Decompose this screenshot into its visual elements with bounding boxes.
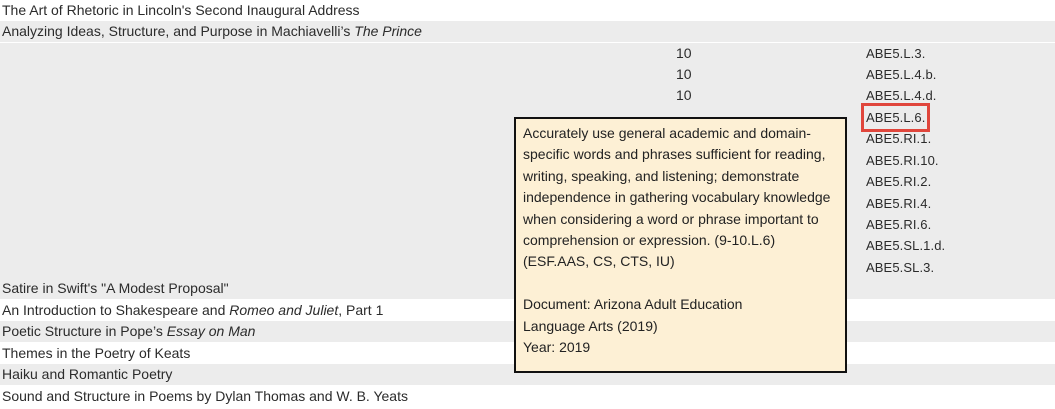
standard-code[interactable]: ABE5.RI.6. <box>866 217 932 232</box>
standard-code[interactable]: ABE5.RI.10. <box>866 153 939 168</box>
standard-code[interactable]: ABE5.RI.4. <box>866 196 932 211</box>
lesson-title[interactable] <box>2 386 408 407</box>
lesson-title-text: Analyzing Ideas, Structure, and Purpose in Machiavelli’s <box>2 23 355 39</box>
tooltip-document-line1: Document: Arizona Adult Education <box>523 296 743 313</box>
lesson-title-suffix: , Part 1 <box>338 302 384 318</box>
standard-code[interactable]: ABE5.SL.1.d. <box>866 238 946 253</box>
grade-value: 10 <box>676 45 692 61</box>
lesson-title-text: Haiku and Romantic Poetry <box>2 366 173 382</box>
standard-code-hovered[interactable]: ABE5.L.6. <box>865 107 926 128</box>
lesson-title-text: An Introduction to Shakespeare and <box>2 302 230 318</box>
lesson-title[interactable] <box>2 0 360 21</box>
lesson-title[interactable] <box>2 364 172 385</box>
standard-tooltip <box>514 117 847 373</box>
standard-code[interactable]: ABE5.L.3. <box>866 46 926 61</box>
standard-code[interactable]: ABE5.RI.1. <box>866 131 932 146</box>
lesson-title[interactable] <box>2 321 255 342</box>
standard-code[interactable]: ABE5.RI.2. <box>866 174 932 189</box>
lesson-title-italic: Essay on Man <box>166 323 256 339</box>
lesson-title[interactable] <box>2 300 383 321</box>
tooltip-year: Year: 2019 <box>523 339 591 356</box>
standard-code[interactable]: ABE5.L.4.d. <box>866 88 937 103</box>
lesson-title-text: The Art of Rhetoric in Lincoln's Second Inaugural Address <box>2 2 360 18</box>
standard-code[interactable]: ABE5.SL.3. <box>866 260 935 275</box>
standard-code[interactable]: ABE5.L.4.b. <box>866 67 937 82</box>
lesson-title-text: Sound and Structure in Poems by Dylan Thomas and W. B. Yeats <box>2 388 408 404</box>
grade-value: 10 <box>676 66 692 82</box>
lesson-title-text: Themes in the Poetry of Keats <box>2 345 191 361</box>
lesson-title-text: Satire in Swift's "A Modest Proposal" <box>2 280 229 296</box>
lesson-title-italic: Romeo and Juliet <box>229 302 339 318</box>
tooltip-spacer <box>523 273 837 294</box>
lesson-row-expanded[interactable] <box>0 21 1055 42</box>
lesson-row[interactable] <box>0 0 1055 21</box>
tooltip-document-line2: Language Arts (2019) <box>523 317 658 334</box>
lesson-title-italic: The Prince <box>354 23 422 39</box>
tooltip-description: Accurately use general academic and domain-specific words and phrases sufficient for reading, writing, speaking, and listening; demonstrate independence in gathering vocabulary knowledge when considering a word or phrase important to comprehension or expression. (9-10.L.6) (ESF.AAS, CS, CTS, IU) <box>523 125 831 270</box>
lesson-title-text: Poetic Structure in Pope’s <box>2 323 167 339</box>
lesson-title[interactable] <box>2 21 422 42</box>
lesson-row[interactable] <box>0 386 1055 407</box>
lesson-title[interactable] <box>2 278 229 299</box>
grade-value: 10 <box>676 87 692 103</box>
lesson-title[interactable] <box>2 343 190 364</box>
